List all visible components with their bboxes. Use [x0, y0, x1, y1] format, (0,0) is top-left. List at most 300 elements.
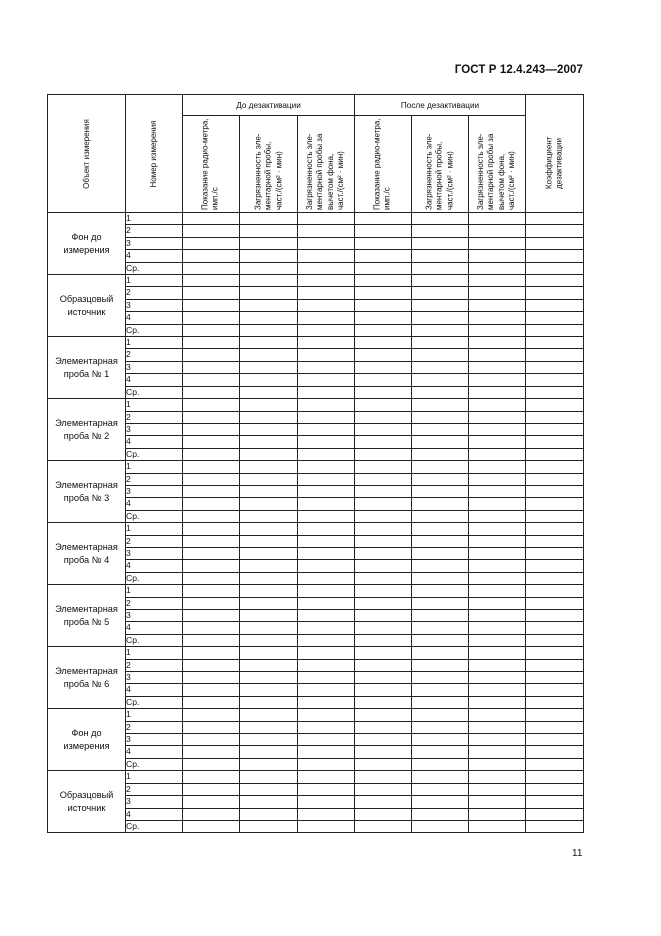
measurement-number: 3	[126, 237, 183, 249]
value-cell	[469, 485, 526, 497]
value-cell	[526, 275, 584, 287]
value-cell	[240, 399, 298, 411]
measurement-number: 2	[126, 659, 183, 671]
measurement-number: 3	[126, 610, 183, 622]
value-cell	[412, 634, 469, 646]
value-cell	[240, 324, 298, 336]
value-cell	[298, 610, 355, 622]
value-cell	[240, 262, 298, 274]
object-label: Элементарная проба № 6	[48, 647, 126, 709]
value-cell	[412, 399, 469, 411]
value-cell	[355, 547, 412, 559]
value-cell	[355, 498, 412, 510]
value-cell	[298, 361, 355, 373]
value-cell	[526, 696, 584, 708]
measurement-number: 2	[126, 783, 183, 795]
value-cell	[469, 237, 526, 249]
value-cell	[526, 324, 584, 336]
value-cell	[526, 684, 584, 696]
value-cell	[526, 361, 584, 373]
value-cell	[355, 572, 412, 584]
header-coefficient	[526, 95, 584, 213]
value-cell	[412, 361, 469, 373]
value-cell	[298, 423, 355, 435]
value-cell	[298, 808, 355, 820]
value-cell	[412, 448, 469, 460]
value-cell	[469, 610, 526, 622]
value-cell	[412, 411, 469, 423]
value-cell	[240, 597, 298, 609]
value-cell	[469, 337, 526, 349]
value-cell	[469, 622, 526, 634]
value-cell	[469, 783, 526, 795]
value-cell	[412, 262, 469, 274]
measurement-number: 1	[126, 647, 183, 659]
value-cell	[412, 547, 469, 559]
value-cell	[240, 485, 298, 497]
value-cell	[298, 287, 355, 299]
value-cell	[298, 237, 355, 249]
value-cell	[183, 783, 240, 795]
value-cell	[355, 659, 412, 671]
measurement-number: 4	[126, 498, 183, 510]
value-cell	[526, 709, 584, 721]
value-cell	[183, 547, 240, 559]
value-cell	[355, 411, 412, 423]
header-object-label: Объект измерения	[81, 118, 91, 189]
value-cell	[240, 361, 298, 373]
object-label: Элементарная проба № 3	[48, 461, 126, 523]
value-cell	[412, 721, 469, 733]
value-cell	[183, 275, 240, 287]
value-cell	[183, 758, 240, 770]
value-cell	[355, 299, 412, 311]
value-cell	[183, 622, 240, 634]
value-cell	[412, 287, 469, 299]
value-cell	[183, 436, 240, 448]
value-cell	[240, 622, 298, 634]
value-cell	[526, 808, 584, 820]
table-row	[48, 622, 584, 634]
table-row	[48, 659, 584, 671]
value-cell	[526, 237, 584, 249]
value-cell	[183, 510, 240, 522]
header-after-radiometer	[355, 116, 412, 213]
value-cell	[240, 721, 298, 733]
measurement-number: 3	[126, 796, 183, 808]
value-cell	[469, 287, 526, 299]
measurement-number: 3	[126, 672, 183, 684]
table-row	[48, 734, 584, 746]
value-cell	[355, 721, 412, 733]
object-label: Фон до измерения	[48, 709, 126, 771]
value-cell	[183, 647, 240, 659]
measurement-number: 3	[126, 547, 183, 559]
value-cell	[412, 535, 469, 547]
table-row	[48, 423, 584, 435]
value-cell	[183, 659, 240, 671]
value-cell	[526, 783, 584, 795]
value-cell	[240, 498, 298, 510]
value-cell	[355, 448, 412, 460]
value-cell	[355, 808, 412, 820]
value-cell	[412, 820, 469, 832]
value-cell	[355, 597, 412, 609]
header-after-radiometer-label: Показание радио-метра, имп./с	[372, 118, 392, 210]
table-row	[48, 610, 584, 622]
value-cell	[183, 485, 240, 497]
table-row	[48, 709, 584, 721]
value-cell	[526, 585, 584, 597]
value-cell	[412, 337, 469, 349]
value-cell	[183, 498, 240, 510]
value-cell	[355, 709, 412, 721]
value-cell	[526, 312, 584, 324]
value-cell	[240, 461, 298, 473]
value-cell	[240, 796, 298, 808]
header-number	[126, 95, 183, 213]
value-cell	[355, 386, 412, 398]
measurement-number: Ср.	[126, 820, 183, 832]
value-cell	[412, 572, 469, 584]
table-row	[48, 684, 584, 696]
table-row	[48, 361, 584, 373]
value-cell	[298, 585, 355, 597]
value-cell	[355, 647, 412, 659]
value-cell	[526, 349, 584, 361]
header-before-contam-label: Загрязненность эле-ментарной пробы, част./(см² · мин)	[252, 133, 283, 210]
value-cell	[469, 672, 526, 684]
value-cell	[469, 808, 526, 820]
value-cell	[298, 523, 355, 535]
table-row	[48, 436, 584, 448]
value-cell	[183, 386, 240, 398]
value-cell	[526, 287, 584, 299]
measurement-number: Ср.	[126, 510, 183, 522]
value-cell	[183, 448, 240, 460]
value-cell	[526, 659, 584, 671]
value-cell	[412, 225, 469, 237]
object-label: Фон до измерения	[48, 213, 126, 275]
value-cell	[469, 597, 526, 609]
table-row	[48, 746, 584, 758]
value-cell	[355, 399, 412, 411]
value-cell	[469, 399, 526, 411]
value-cell	[469, 771, 526, 783]
value-cell	[298, 734, 355, 746]
value-cell	[183, 237, 240, 249]
table-row	[48, 225, 584, 237]
value-cell	[412, 386, 469, 398]
table-row	[48, 461, 584, 473]
value-cell	[355, 585, 412, 597]
value-cell	[183, 721, 240, 733]
value-cell	[298, 659, 355, 671]
value-cell	[412, 783, 469, 795]
measurement-number: 1	[126, 399, 183, 411]
value-cell	[355, 485, 412, 497]
value-cell	[183, 585, 240, 597]
object-label: Элементарная проба № 5	[48, 585, 126, 647]
value-cell	[412, 758, 469, 770]
value-cell	[240, 423, 298, 435]
measurement-number: 4	[126, 436, 183, 448]
table-row	[48, 287, 584, 299]
measurement-number: 3	[126, 734, 183, 746]
value-cell	[183, 349, 240, 361]
value-cell	[298, 374, 355, 386]
value-cell	[240, 411, 298, 423]
value-cell	[240, 709, 298, 721]
value-cell	[469, 461, 526, 473]
value-cell	[355, 473, 412, 485]
value-cell	[526, 721, 584, 733]
value-cell	[469, 361, 526, 373]
value-cell	[298, 386, 355, 398]
value-cell	[298, 746, 355, 758]
value-cell	[412, 597, 469, 609]
value-cell	[412, 771, 469, 783]
table-row	[48, 535, 584, 547]
value-cell	[412, 684, 469, 696]
measurement-number: Ср.	[126, 696, 183, 708]
table-row	[48, 337, 584, 349]
value-cell	[298, 820, 355, 832]
value-cell	[469, 411, 526, 423]
value-cell	[355, 312, 412, 324]
value-cell	[240, 547, 298, 559]
table-row	[48, 275, 584, 287]
measurement-number: 2	[126, 225, 183, 237]
value-cell	[240, 783, 298, 795]
table-row	[48, 547, 584, 559]
value-cell	[355, 361, 412, 373]
value-cell	[412, 796, 469, 808]
value-cell	[469, 585, 526, 597]
value-cell	[355, 758, 412, 770]
measurement-number: Ср.	[126, 386, 183, 398]
table-row	[48, 448, 584, 460]
value-cell	[298, 547, 355, 559]
value-cell	[355, 610, 412, 622]
value-cell	[240, 572, 298, 584]
value-cell	[240, 696, 298, 708]
table-row	[48, 411, 584, 423]
value-cell	[355, 783, 412, 795]
measurement-number: 3	[126, 361, 183, 373]
measurement-number: 2	[126, 287, 183, 299]
table-row	[48, 262, 584, 274]
value-cell	[412, 349, 469, 361]
value-cell	[526, 337, 584, 349]
value-cell	[240, 659, 298, 671]
value-cell	[240, 820, 298, 832]
value-cell	[183, 634, 240, 646]
measurement-number: 1	[126, 337, 183, 349]
value-cell	[355, 696, 412, 708]
value-cell	[469, 436, 526, 448]
value-cell	[298, 796, 355, 808]
value-cell	[240, 634, 298, 646]
value-cell	[526, 610, 584, 622]
value-cell	[240, 349, 298, 361]
header-after-contam-net-label: Загрязненность эле-ментарной пробы за вычетом фона, част./(см² · мин)	[476, 133, 517, 210]
value-cell	[355, 746, 412, 758]
table-row	[48, 485, 584, 497]
measurement-number: 2	[126, 349, 183, 361]
table-row	[48, 647, 584, 659]
table-row	[48, 758, 584, 770]
value-cell	[240, 535, 298, 547]
measurement-number: 1	[126, 771, 183, 783]
value-cell	[469, 634, 526, 646]
object-label: Образцовый источник	[48, 771, 126, 833]
value-cell	[469, 734, 526, 746]
value-cell	[469, 324, 526, 336]
table-row	[48, 808, 584, 820]
table-row	[48, 473, 584, 485]
value-cell	[298, 672, 355, 684]
value-cell	[355, 510, 412, 522]
value-cell	[298, 299, 355, 311]
value-cell	[298, 709, 355, 721]
table-row	[48, 672, 584, 684]
value-cell	[355, 225, 412, 237]
header-after-contam-label: Загрязненность эле-ментарной пробы, част./(см² · мин)	[424, 133, 455, 210]
value-cell	[412, 473, 469, 485]
value-cell	[298, 225, 355, 237]
value-cell	[412, 237, 469, 249]
value-cell	[298, 324, 355, 336]
value-cell	[469, 535, 526, 547]
value-cell	[412, 610, 469, 622]
measurement-number: Ср.	[126, 448, 183, 460]
table-row	[48, 324, 584, 336]
measurement-number: 1	[126, 213, 183, 225]
value-cell	[469, 312, 526, 324]
table-row	[48, 572, 584, 584]
table-row	[48, 796, 584, 808]
value-cell	[526, 423, 584, 435]
measurement-number: 2	[126, 721, 183, 733]
value-cell	[240, 337, 298, 349]
value-cell	[469, 262, 526, 274]
value-cell	[183, 597, 240, 609]
value-cell	[412, 659, 469, 671]
value-cell	[526, 523, 584, 535]
table-row	[48, 213, 584, 225]
value-cell	[412, 299, 469, 311]
value-cell	[526, 535, 584, 547]
value-cell	[526, 485, 584, 497]
value-cell	[298, 783, 355, 795]
value-cell	[526, 411, 584, 423]
value-cell	[469, 275, 526, 287]
measurement-number: 4	[126, 374, 183, 386]
value-cell	[469, 213, 526, 225]
page-number: 11	[572, 848, 583, 859]
measurement-number: 4	[126, 808, 183, 820]
value-cell	[298, 572, 355, 584]
value-cell	[183, 423, 240, 435]
value-cell	[469, 796, 526, 808]
table-row	[48, 696, 584, 708]
value-cell	[183, 572, 240, 584]
value-cell	[240, 758, 298, 770]
value-cell	[469, 374, 526, 386]
measurement-number: Ср.	[126, 572, 183, 584]
value-cell	[183, 535, 240, 547]
value-cell	[526, 634, 584, 646]
object-label: Элементарная проба № 1	[48, 337, 126, 399]
value-cell	[526, 771, 584, 783]
value-cell	[240, 299, 298, 311]
value-cell	[526, 820, 584, 832]
measurement-number: 3	[126, 299, 183, 311]
measurement-number: 1	[126, 461, 183, 473]
value-cell	[469, 709, 526, 721]
table-row	[48, 237, 584, 249]
value-cell	[412, 485, 469, 497]
value-cell	[469, 498, 526, 510]
value-cell	[298, 262, 355, 274]
value-cell	[298, 771, 355, 783]
value-cell	[298, 312, 355, 324]
value-cell	[412, 523, 469, 535]
header-after-contam-net	[469, 116, 526, 213]
value-cell	[469, 647, 526, 659]
value-cell	[526, 374, 584, 386]
measurement-table	[47, 94, 584, 833]
value-cell	[526, 461, 584, 473]
value-cell	[412, 734, 469, 746]
value-cell	[183, 287, 240, 299]
value-cell	[240, 250, 298, 262]
value-cell	[412, 709, 469, 721]
value-cell	[412, 213, 469, 225]
value-cell	[298, 448, 355, 460]
measurement-number: 1	[126, 709, 183, 721]
value-cell	[469, 523, 526, 535]
value-cell	[355, 436, 412, 448]
value-cell	[240, 684, 298, 696]
value-cell	[240, 436, 298, 448]
value-cell	[183, 746, 240, 758]
value-cell	[183, 696, 240, 708]
value-cell	[240, 808, 298, 820]
value-cell	[298, 349, 355, 361]
value-cell	[526, 299, 584, 311]
value-cell	[412, 808, 469, 820]
value-cell	[183, 734, 240, 746]
value-cell	[298, 634, 355, 646]
value-cell	[183, 225, 240, 237]
value-cell	[240, 672, 298, 684]
value-cell	[469, 659, 526, 671]
value-cell	[355, 523, 412, 535]
value-cell	[298, 510, 355, 522]
value-cell	[298, 696, 355, 708]
value-cell	[469, 448, 526, 460]
value-cell	[183, 213, 240, 225]
value-cell	[240, 560, 298, 572]
value-cell	[355, 672, 412, 684]
value-cell	[469, 225, 526, 237]
header-coefficient-label: Коэффициент дезактивации	[544, 136, 564, 189]
header-object	[48, 95, 126, 213]
value-cell	[412, 312, 469, 324]
measurement-number: 1	[126, 275, 183, 287]
